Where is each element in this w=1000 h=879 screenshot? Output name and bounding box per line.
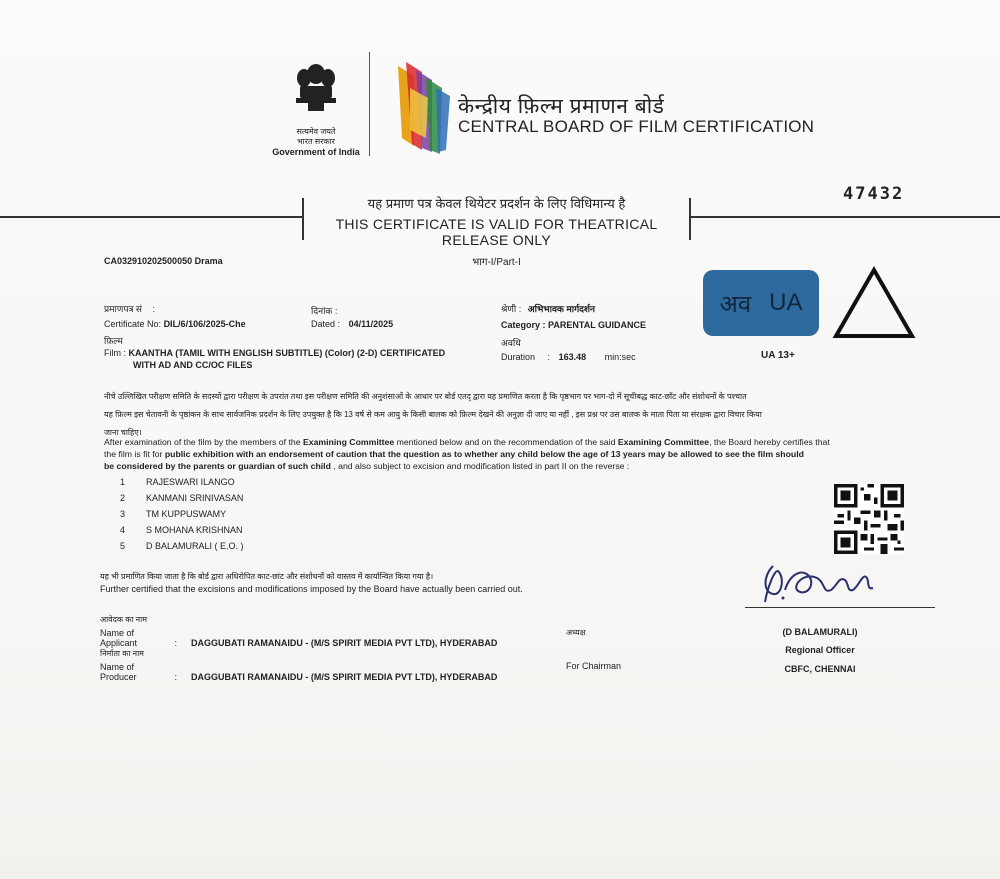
rating-english: UA — [769, 289, 803, 316]
en-line1 — [104, 436, 904, 448]
date-label: Dated — [311, 319, 336, 329]
duration-row — [501, 352, 636, 362]
en-line2 — [104, 448, 904, 460]
committee-item — [120, 525, 244, 541]
signature-line — [745, 607, 935, 608]
hindi-para-line1: नीचे उल्लिखित परीक्षण समिति के सदस्यों द्वारा परीक्षण के उपरांत तथा इस परीक्षण समिति की अनुशंसाओं के आधार पर बोर्ड एतद् द्वारा यह प्रमाणित करता है कि पृष्ठभाग पर भाग-दो में सूचीबद्ध काट-छाँट और संशोधनों के पश्चात — [104, 392, 747, 401]
applicant-value: DAGGUBATI RAMANAIDU - (M/S SPIRIT MEDIA PVT LTD), HYDERABAD — [191, 638, 498, 648]
en-2a: the film is fit for — [104, 449, 165, 459]
hindi-certification-text — [104, 390, 904, 440]
cbfc-logo-icon — [392, 58, 452, 154]
en-3b: , and also subject to excision and modification listed in part II on the reverse : — [330, 461, 630, 471]
duration-label-hindi: अवधि — [501, 338, 521, 348]
en-1d: Examining Committee — [617, 437, 710, 447]
colon: : — [174, 638, 178, 648]
film-title-line1: KAANTHA (TAMIL WITH ENGLISH SUBTITLE) (Color) (2-D) CERTIFICATED — [128, 348, 446, 358]
signature-icon — [755, 550, 885, 608]
colon: : — [152, 304, 156, 314]
cert-no-label-hindi — [104, 302, 155, 315]
board-title-english: CENTRAL BOARD OF FILM CERTIFICATION — [458, 117, 815, 136]
committee-item — [120, 541, 244, 557]
rating-badge — [703, 270, 819, 336]
category-row — [501, 320, 646, 330]
cert-no-value: DIL/6/106/2025-Che — [163, 319, 246, 329]
en-2b: public exhibition with an endorsement of caution that the question as to whether any child below the age of 13 years may be allowed to see the film should — [164, 449, 804, 459]
category-label: Category — [501, 320, 541, 330]
chair-english: For Chairman — [566, 661, 622, 671]
right-rule-bracket — [689, 198, 691, 240]
validity-english: THIS CERTIFICATE IS VALID FOR THEATRICAL RELEASE ONLY — [335, 216, 658, 248]
board-title-hindi: केन्द्रीय फ़िल्म प्रमाणन बोर्ड — [458, 95, 665, 118]
committee-name: TM KUPPUSWAMY — [146, 509, 227, 519]
hindi-para-line3: जाना चाहिए। — [104, 428, 142, 437]
committee-name: D BALAMURALI ( E.O. ) — [146, 541, 244, 551]
committee-item — [120, 509, 244, 525]
applicant-label-hindi: आवेदक का नाम — [100, 615, 147, 624]
emblem — [266, 60, 366, 160]
emblem-country: भारत सरकार — [297, 137, 335, 146]
committee-num: 4 — [120, 525, 126, 535]
date-value: 04/11/2025 — [348, 319, 394, 329]
en-3a: be considered by the parents or guardian of such child — [104, 461, 331, 471]
hindi-para-line2: यह फ़िल्म इस चेतावनी के पृष्ठांकन के साथ सार्वजनिक प्रदर्शन के लिए उपयुक्त है कि 13 वर्ष से कम आयु के किसी बालक को फ़िल्म देखने की अनुज्ञा दी जाए या नहीं , इस प्रश्न पर उस बालक के माता पिता या संरक्षक द्वारा विचार किया — [104, 410, 762, 419]
en-1c: mentioned below and on the recommendation of the said — [394, 437, 618, 447]
english-certification-text — [104, 436, 904, 472]
category-hindi-row — [501, 302, 595, 315]
film-title-line2: WITH AD AND CC/OC FILES — [133, 360, 253, 370]
applicant-label: Name of Applicant — [100, 628, 138, 648]
en-1e: , the Board hereby certifies that — [709, 437, 830, 447]
en-1b: Examining Committee — [302, 437, 395, 447]
date-label-hindi: दिनांक — [311, 306, 333, 316]
colon: : — [337, 319, 341, 329]
cert-no-hindi: प्रमाणपत्र सं — [104, 304, 143, 314]
rating-label: UA 13+ — [761, 350, 795, 361]
colon: : — [547, 352, 551, 362]
cert-no-label: Certificate No — [104, 319, 159, 329]
film-row — [104, 348, 445, 358]
part-label: भाग-I/Part-I — [472, 257, 521, 268]
duration-label: Duration — [501, 352, 536, 362]
emblem-gov: Government of India — [272, 147, 360, 157]
further-english: Further certified that the excisions and modifications imposed by the Board have actually been carried out. — [100, 584, 523, 594]
colon: : — [542, 320, 546, 330]
committee-name: S MOHANA KRISHNAN — [146, 525, 243, 535]
certificate-code: CA032910202500050 Drama — [104, 256, 223, 266]
further-hindi: यह भी प्रमाणित किया जाता है कि बोर्ड द्वारा अधिरोपित काट-छांट और संशोधनों को वास्तव में कार्यान्वित किया गया है। — [100, 572, 434, 581]
warning-triangle-icon — [832, 266, 916, 340]
committee-num: 2 — [120, 493, 126, 503]
committee-name: RAJESWARI ILANGO — [146, 477, 235, 487]
category-value: PARENTAL GUIDANCE — [548, 320, 647, 330]
committee-list — [120, 477, 244, 557]
officer-office: CBFC, CHENNAI — [784, 664, 856, 674]
producer-row — [100, 662, 497, 682]
en-1a: After examination of the film by the members of the — [104, 437, 303, 447]
header-divider — [369, 52, 370, 156]
validity-block — [304, 194, 689, 268]
en-line3 — [104, 460, 904, 472]
committee-item — [120, 493, 244, 509]
serial-number: 47432 — [843, 184, 905, 204]
colon: : — [518, 304, 522, 314]
rating-hindi: अव — [719, 290, 752, 318]
left-rule — [0, 216, 303, 218]
applicant-row — [100, 628, 497, 648]
colon: : — [174, 672, 178, 682]
ashoka-emblem-icon — [266, 60, 366, 122]
producer-label: Name of Producer — [100, 662, 137, 682]
committee-num: 3 — [120, 509, 126, 519]
duration-unit: min:sec — [604, 352, 636, 362]
duration-value: 163.48 — [558, 352, 587, 362]
date-row — [311, 319, 393, 329]
colon: : — [158, 319, 162, 329]
producer-label-hindi: निर्माता का नाम — [100, 649, 144, 658]
colon: : — [123, 348, 127, 358]
category-label-hindi: श्रेणी — [501, 304, 517, 314]
committee-item — [120, 477, 244, 493]
officer-name: (D BALAMURALI) — [782, 627, 858, 637]
right-rule — [690, 216, 1000, 218]
cbfc-logo — [392, 58, 452, 154]
colon: : — [334, 306, 338, 316]
committee-num: 1 — [120, 477, 126, 487]
producer-value: DAGGUBATI RAMANAIDU - (M/S SPIRIT MEDIA PVT LTD), HYDERABAD — [191, 672, 498, 682]
validity-hindi: यह प्रमाण पत्र केवल थियेटर प्रदर्शन के लिए विधिमान्य है — [367, 196, 626, 211]
officer-title: Regional Officer — [785, 645, 855, 655]
emblem-motto: सत्यमेव जयते — [296, 127, 336, 136]
committee-num: 5 — [120, 541, 126, 551]
chair-hindi: अध्यक्ष — [566, 628, 586, 637]
category-value-hindi: अभिभावक मार्गदर्शन — [527, 304, 596, 314]
qr-code-icon — [834, 484, 904, 554]
film-label-hindi: फ़िल्म — [104, 336, 123, 346]
cert-no-row — [104, 319, 246, 329]
film-label: Film — [104, 348, 121, 358]
committee-name: KANMANI SRINIVASAN — [146, 493, 244, 503]
date-label-hindi-row — [311, 304, 337, 317]
